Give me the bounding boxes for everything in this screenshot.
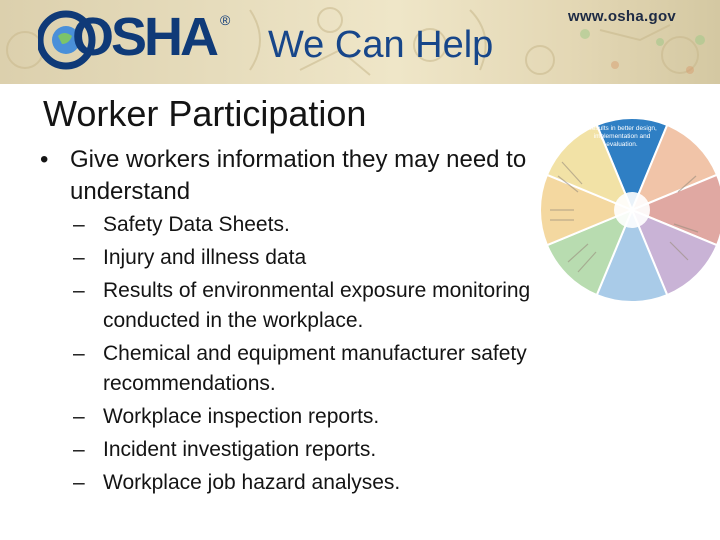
main-bullet-text: Give workers information they may need to understand: [70, 146, 527, 205]
sub-bullet-text: Workplace inspection reports.: [103, 405, 380, 428]
logo-wordmark: OSHA: [72, 7, 217, 67]
sub-bullet: [73, 402, 673, 432]
sub-bullet: [73, 435, 673, 465]
wheel-hub: [614, 192, 650, 228]
header-banner: [0, 0, 720, 84]
worker-participation-wheel: [538, 92, 720, 312]
sub-bullet-text: Results of environmental exposure monitoring conducted in the workplace.: [103, 279, 531, 332]
dash-marker: –: [73, 471, 85, 494]
dash-marker: –: [73, 246, 85, 269]
sub-bullet-text: Injury and illness data: [103, 246, 307, 269]
sub-bullet-text: Workplace job hazard analyses.: [103, 471, 401, 494]
dash-marker: –: [73, 438, 85, 461]
dash-marker: –: [73, 279, 85, 302]
wheel-text-line2: implementation and: [593, 133, 651, 140]
tagline: We Can Help: [268, 24, 494, 66]
wheel-text-line1: Results in better design,: [587, 125, 657, 132]
dash-marker: –: [73, 405, 85, 428]
bullet-marker: •: [40, 146, 49, 173]
wheel-text-line3: evaluation.: [606, 141, 638, 148]
dash-marker: –: [73, 213, 85, 236]
wheel-title-line2: PARTICIPATION: [588, 108, 656, 118]
website-url[interactable]: www.osha.gov: [568, 8, 677, 25]
sub-bullet-text: Safety Data Sheets.: [103, 213, 290, 236]
sub-bullet: [73, 468, 673, 498]
dash-marker: –: [73, 342, 85, 365]
sub-bullet: [73, 276, 543, 336]
sub-bullet: [73, 339, 663, 399]
sub-bullet-text: Incident investigation reports.: [103, 438, 377, 461]
slide-title: Worker Participation: [43, 93, 367, 134]
registered-mark: ®: [220, 12, 231, 28]
osha-logo[interactable]: [38, 6, 238, 66]
sub-bullet-text: Chemical and equipment manufacturer safety recommendations.: [103, 342, 527, 395]
wheel-title-line1: WORKER: [601, 98, 643, 108]
